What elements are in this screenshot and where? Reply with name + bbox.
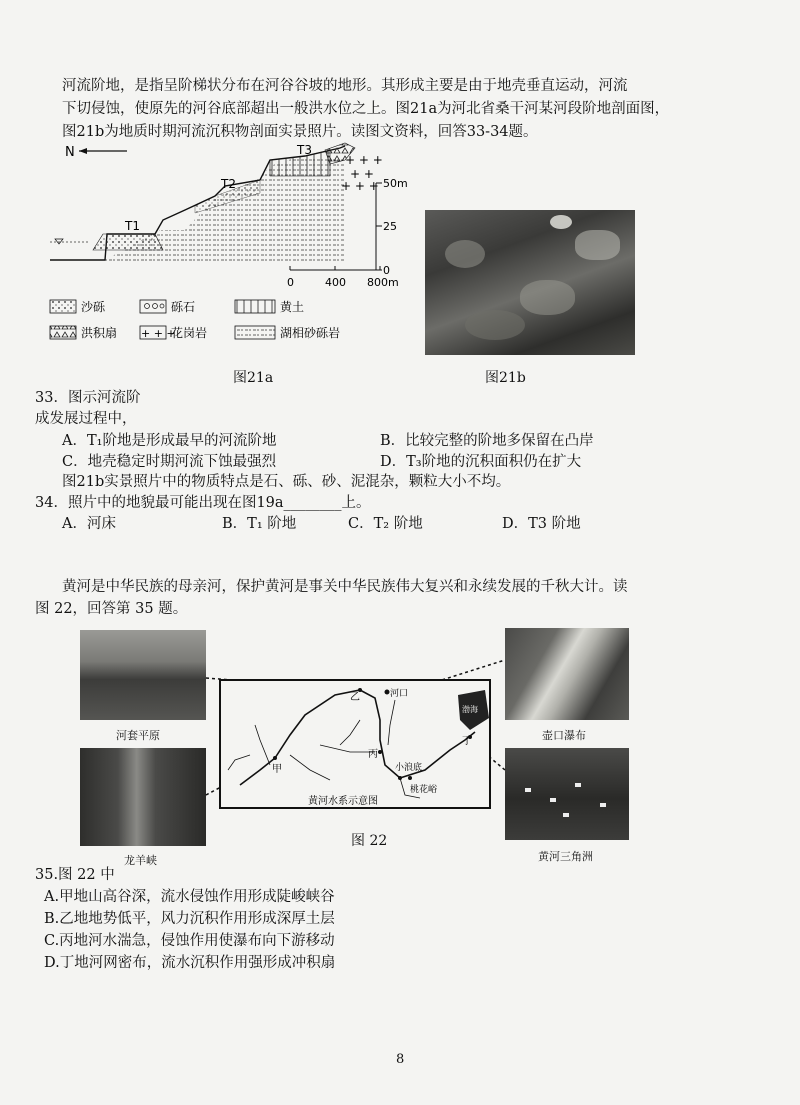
q34-stem: 34．照片中的地貌最可能出现在图19a________上。 — [35, 495, 371, 511]
x-tick-800: 800m — [367, 276, 399, 289]
q34-option-d[interactable]: D．T3 阶地 — [502, 516, 581, 532]
photo-hetao-plain — [80, 630, 206, 720]
q33-stem-2: 成发展过程中， — [35, 411, 137, 427]
figure-21b-sediment-photo — [425, 210, 635, 355]
intro1-line3: 图21b为地质时期河流沉积物剖面实景照片。读图文资料，回答33-34题。 — [62, 124, 538, 140]
figure-21b-caption: 图21b — [485, 370, 526, 386]
svg-text:+ + +: + + + — [345, 153, 383, 167]
q35-option-d[interactable]: D.丁地河网密布，流水沉积作用强形成冲积扇 — [44, 955, 336, 971]
intro1-line1: 河流阶地，是指呈阶梯状分布在河谷谷坡的地形。其形成主要是由于地壳垂直运动，河流 — [62, 78, 628, 94]
figure-21a-terrace-profile — [45, 138, 410, 350]
y-tick-25: 25 — [383, 220, 397, 233]
figure-21a-caption: 图21a — [233, 370, 274, 386]
intro2-line1: 黄河是中华民族的母亲河，保护黄河是事关中华民族伟大复兴和永续发展的千秋大计。读 — [62, 579, 628, 595]
photo-hukou-waterfall — [505, 628, 629, 720]
q34-option-a[interactable]: A．河床 — [62, 516, 116, 532]
page-number: 8 — [396, 1052, 405, 1067]
figure-22-caption: 图 22 — [351, 833, 388, 849]
q33-option-d[interactable]: D．T₃阶地的沉积面积仍在扩大 — [380, 454, 582, 470]
map-label-bing: 丙 — [368, 749, 378, 760]
q34-option-b[interactable]: B．T₁ 阶地 — [222, 516, 297, 532]
legend-loess: 黄土 — [280, 300, 305, 314]
intro2-line2: 图 22，回答第 35 题。 — [35, 601, 188, 617]
q33-option-a[interactable]: A．T₁阶地是形成最早的河流阶地 — [62, 433, 277, 449]
photo-yellow-river-delta — [505, 748, 629, 840]
q35-option-c[interactable]: C.丙地河水湍急，侵蚀作用使瀑布向下游移动 — [44, 933, 335, 949]
map-label-xiaolangdi: 小浪底 — [395, 763, 423, 773]
map-label-taohuayu: 桃花峪 — [410, 785, 438, 795]
x-tick-0: 0 — [287, 276, 294, 289]
intro1-line2: 下切侵蚀，使原先的河谷底部超出一般洪水位之上。图21a为河北省桑干河某河段阶地剖面图， — [62, 101, 670, 117]
y-tick-50: 50m — [383, 177, 408, 190]
legend-granite: 花岗岩 — [171, 326, 208, 340]
legend-alluvial-fan: 洪积扇 — [81, 326, 118, 340]
svg-text:+ + +: + + + — [141, 327, 176, 340]
y-tick-0: 0 — [383, 264, 390, 277]
t2-label: T2 — [221, 177, 236, 191]
q34-option-c[interactable]: C．T₂ 阶地 — [348, 516, 423, 532]
x-tick-400: 400 — [325, 276, 346, 289]
map-label-ding: 丁 — [462, 736, 472, 747]
q33-note: 图21b实景照片中的物质特点是石、砾、砂、泥混杂，颗粒大小不均。 — [62, 474, 511, 490]
legend-lacustrine: 湖相砂砾岩 — [280, 326, 341, 340]
svg-text:+ + +: + + + — [341, 179, 379, 193]
map-label-jia: 甲 — [272, 764, 282, 775]
q35-option-a[interactable]: A.甲地山高谷深，流水侵蚀作用形成陡峻峡谷 — [44, 889, 335, 905]
q33-stem-1: 33．图示河流阶 — [35, 390, 141, 406]
q35-stem: 35.图 22 中 — [35, 867, 115, 883]
photo-yellow-river-delta-caption: 黄河三角洲 — [538, 850, 593, 863]
map-label-bohai: 渤海 — [462, 705, 478, 714]
photo-hetao-plain-caption: 河套平原 — [116, 729, 160, 742]
t1-label: T1 — [125, 219, 140, 233]
q35-option-b[interactable]: B.乙地地势低平，风力沉积作用形成深厚土层 — [44, 911, 335, 927]
map-label-yi: 乙 — [350, 692, 360, 703]
q33-option-b[interactable]: B．比较完整的阶地多保留在凸岸 — [380, 433, 594, 449]
north-label: N — [65, 145, 75, 160]
map-title: 黄河水系示意图 — [308, 796, 378, 807]
yellow-river-system-map — [200, 640, 510, 840]
legend-pebble: 砾石 — [171, 300, 196, 314]
svg-text:+ +: + + — [350, 167, 374, 181]
photo-longyang-gorge — [80, 748, 206, 846]
map-label-hekou: 河口 — [390, 689, 409, 699]
t3-label: T3 — [297, 143, 312, 157]
photo-hukou-waterfall-caption: 壶口瀑布 — [542, 729, 586, 742]
legend-sand-gravel: 沙砾 — [81, 300, 106, 314]
q33-option-c[interactable]: C．地壳稳定时期河流下蚀最强烈 — [62, 454, 277, 470]
photo-longyang-gorge-caption: 龙羊峡 — [124, 854, 157, 867]
